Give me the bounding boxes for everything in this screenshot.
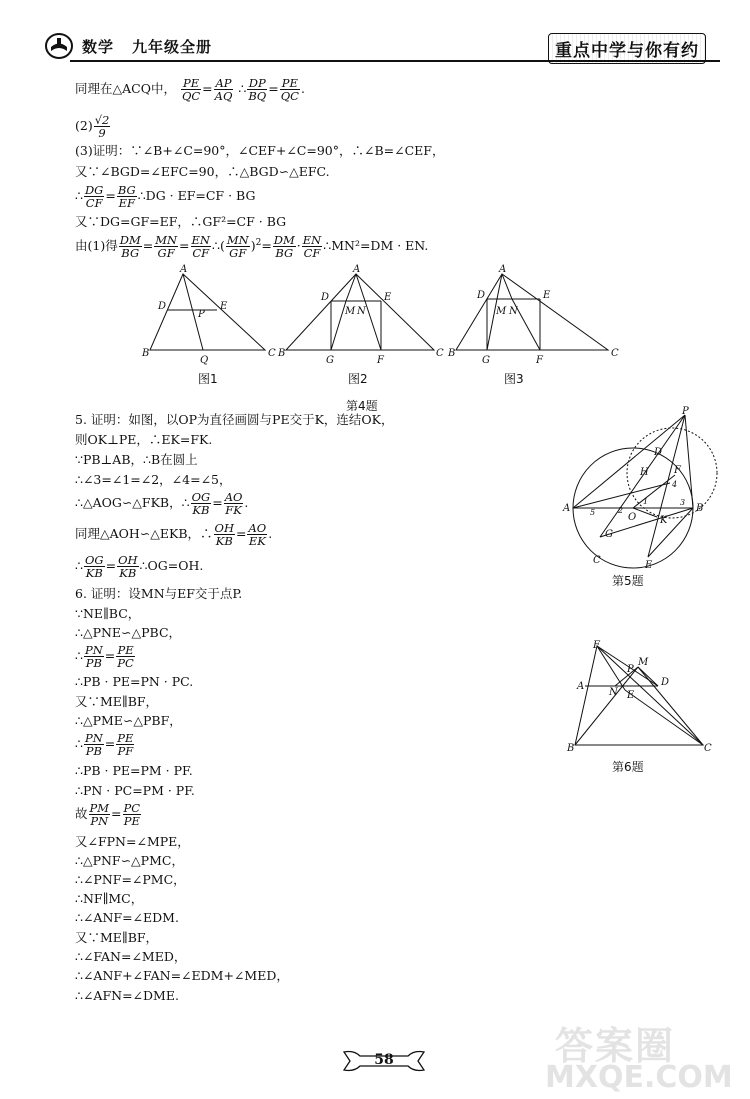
svg-text:2: 2: [618, 506, 624, 515]
q6-line-f: 又∵ME∥BF，: [75, 694, 159, 709]
series-name: 重点中学与你有约: [548, 33, 706, 64]
q6-line-j: ∴PN · PC=PM · PF.: [75, 783, 195, 798]
header-title: [82, 36, 230, 57]
q5-line-b: 则OK⊥PE，∴EK=FK.: [75, 432, 213, 447]
svg-text:C: C: [593, 555, 601, 566]
svg-text:B: B: [278, 348, 286, 359]
svg-text:P: P: [682, 406, 689, 417]
q6-line-m: ∴△PNF∽△PMC，: [75, 853, 184, 868]
q6-line-t: ∴∠AFN=∠DME.: [75, 988, 179, 1003]
q6-line-g: ∴△PME∽△PBF，: [75, 713, 182, 728]
q6-line-r: ∴∠FAN=∠MED，: [75, 949, 187, 964]
line-5: ∴ $\frac{DG}{CF}$ = $\frac{BG}{EF}$ ∴DG · EF=CF · BG: [75, 183, 256, 210]
q6-line-k: 故 $\frac{PM}{PN}$ = $\frac{PC}{PE}$: [75, 801, 141, 828]
svg-text:E: E: [384, 292, 392, 303]
svg-text:N: N: [357, 306, 366, 317]
svg-text:3: 3: [680, 498, 686, 507]
svg-text:C: C: [704, 743, 712, 754]
q6-line-a: 6. 证明：设MN与EF交于点P.: [75, 586, 243, 601]
q6-line-b: ∵NE∥BC，: [75, 606, 141, 621]
svg-text:D: D: [477, 290, 486, 301]
svg-text:B: B: [567, 743, 575, 754]
page-number: 58: [374, 1052, 394, 1068]
svg-text:A: A: [563, 503, 571, 514]
figure-1: [150, 274, 265, 350]
svg-text:D: D: [661, 677, 670, 688]
svg-text:E: E: [627, 690, 635, 701]
svg-text:D: D: [321, 292, 330, 303]
svg-text:4: 4: [672, 480, 678, 489]
svg-text:P: P: [198, 309, 205, 320]
q5-line-e: ∴△AOG∽△FKB，∴ $\frac{OG}{KB}$ = $\frac{AO}{FK}$ .: [75, 490, 249, 517]
svg-text:F: F: [593, 640, 600, 651]
svg-text:B: B: [142, 348, 150, 359]
svg-text:Q: Q: [200, 355, 209, 366]
caption-fig1: 图1: [198, 372, 218, 386]
q6-line-l: 又∠FPN=∠MPE，: [75, 834, 190, 849]
svg-text:E: E: [645, 560, 653, 571]
q6-line-p: ∴∠ANF=∠EDM.: [75, 910, 179, 925]
svg-text:E: E: [543, 290, 551, 301]
line-4: 又∵∠BGD=∠EFC=90，∴△BGD∽△EFC.: [75, 164, 330, 179]
svg-text:F: F: [377, 355, 384, 366]
caption-q6: 第6题: [612, 760, 644, 774]
q5-line-a: 5. 证明：如图，以OP为直径画圆与PE交于K，连结OK，: [75, 412, 394, 427]
line-6: 又∵DG=GF=EF，∴GF²=CF · BG: [75, 214, 287, 229]
svg-text:G: G: [482, 355, 490, 366]
svg-text:E: E: [220, 301, 228, 312]
watermark-text: 答案圈: [555, 1024, 676, 1068]
q6-line-n: ∴∠PNF=∠PMC，: [75, 872, 186, 887]
q5-line-d: ∴∠3=∠1=∠2，∠4=∠5，: [75, 472, 232, 487]
line-3: (3)证明：∵∠B+∠C=90°，∠CEF+∠C=90°，∴∠B=∠CEF，: [75, 143, 445, 158]
q6-figure: [565, 640, 715, 755]
caption-q4: 第4题: [346, 399, 378, 413]
q6-line-q: 又∵ME∥BF，: [75, 930, 159, 945]
svg-text:D: D: [654, 447, 663, 458]
header-rule: [70, 60, 720, 62]
q6-line-h: ∴ $\frac{PN}{PB}$ = $\frac{PE}{PF}$: [75, 731, 134, 758]
page-header: [30, 30, 720, 64]
svg-text:H: H: [640, 467, 649, 478]
svg-text:B: B: [696, 503, 704, 514]
svg-text:K: K: [660, 515, 668, 526]
svg-text:C: C: [268, 348, 276, 359]
svg-text:M: M: [496, 306, 507, 317]
caption-q5: 第5题: [612, 574, 644, 588]
svg-text:B: B: [448, 348, 456, 359]
svg-text:A: A: [499, 264, 507, 275]
subject: 数学: [82, 38, 115, 56]
line-2: (2) $\frac{√2}{9}$: [75, 113, 110, 140]
svg-text:A: A: [577, 681, 585, 692]
q5-line-c: ∵PB⊥AB，∴B在圆上: [75, 452, 198, 467]
svg-text:1: 1: [643, 497, 649, 506]
q5-line-g: ∴ $\frac{OG}{KB}$ = $\frac{OH}{KB}$ ∴OG=OH.: [75, 553, 204, 580]
svg-text:N: N: [509, 306, 518, 317]
q5-figure: [560, 405, 725, 575]
svg-text:C: C: [611, 348, 619, 359]
q4-figures: [140, 262, 630, 387]
grade: 九年级全册: [132, 38, 213, 56]
q6-line-c: ∴△PNE∽△PBC，: [75, 625, 182, 640]
q5-line-f: 同理△AOH∽△EKB，∴ $\frac{OH}{KB}$ = $\frac{AO}{EK}$ .: [75, 521, 273, 548]
svg-text:5: 5: [590, 508, 596, 517]
caption-fig2: 图2: [348, 372, 368, 386]
svg-text:F: F: [674, 465, 681, 476]
q6-line-i: ∴PB · PE=PM · PF.: [75, 763, 193, 778]
svg-text:O: O: [628, 512, 637, 523]
watermark-url: MXQE.COM: [545, 1060, 733, 1095]
svg-text:G: G: [605, 529, 613, 540]
q6-line-s: ∴∠ANF+∠FAN=∠EDM+∠MED，: [75, 968, 289, 983]
svg-text:F: F: [536, 355, 543, 366]
svg-text:D: D: [158, 301, 167, 312]
caption-fig3: 图3: [504, 372, 524, 386]
svg-text:N: N: [609, 687, 618, 698]
page-footer: [340, 1048, 428, 1074]
svg-text:M: M: [345, 306, 356, 317]
svg-text:C: C: [436, 348, 444, 359]
line-1: 同理在△ACQ中， $\frac{PE}{QC}$ = $\frac{AP}{AQ}$ ∴ $\frac{DP}{BQ}$ = $\frac{PE}{QC}$ .: [75, 76, 305, 103]
svg-text:G: G: [326, 355, 334, 366]
svg-text:A: A: [180, 264, 188, 275]
book-logo-icon: [44, 32, 74, 60]
svg-text:A: A: [353, 264, 361, 275]
q6-line-d: ∴ $\frac{PN}{PB}$ = $\frac{PE}{PC}$: [75, 643, 134, 670]
line-7: 由(1)得 $\frac{DM}{BG}$ = $\frac{MN}{GF}$ = $\frac{EN}{CF}$ ∴( $\frac{MN}{GF}$ )$^2$= $\frac{DM}{BG}$ · $\frac{EN}{CF}$ ∴MN²=DM · EN.: [75, 233, 429, 260]
figure-3: [456, 274, 608, 350]
q6-line-o: ∴NF∥MC，: [75, 891, 144, 906]
q6-line-e: ∴PB · PE=PN · PC.: [75, 674, 194, 689]
svg-text:P: P: [627, 664, 634, 675]
svg-text:M: M: [638, 657, 649, 668]
